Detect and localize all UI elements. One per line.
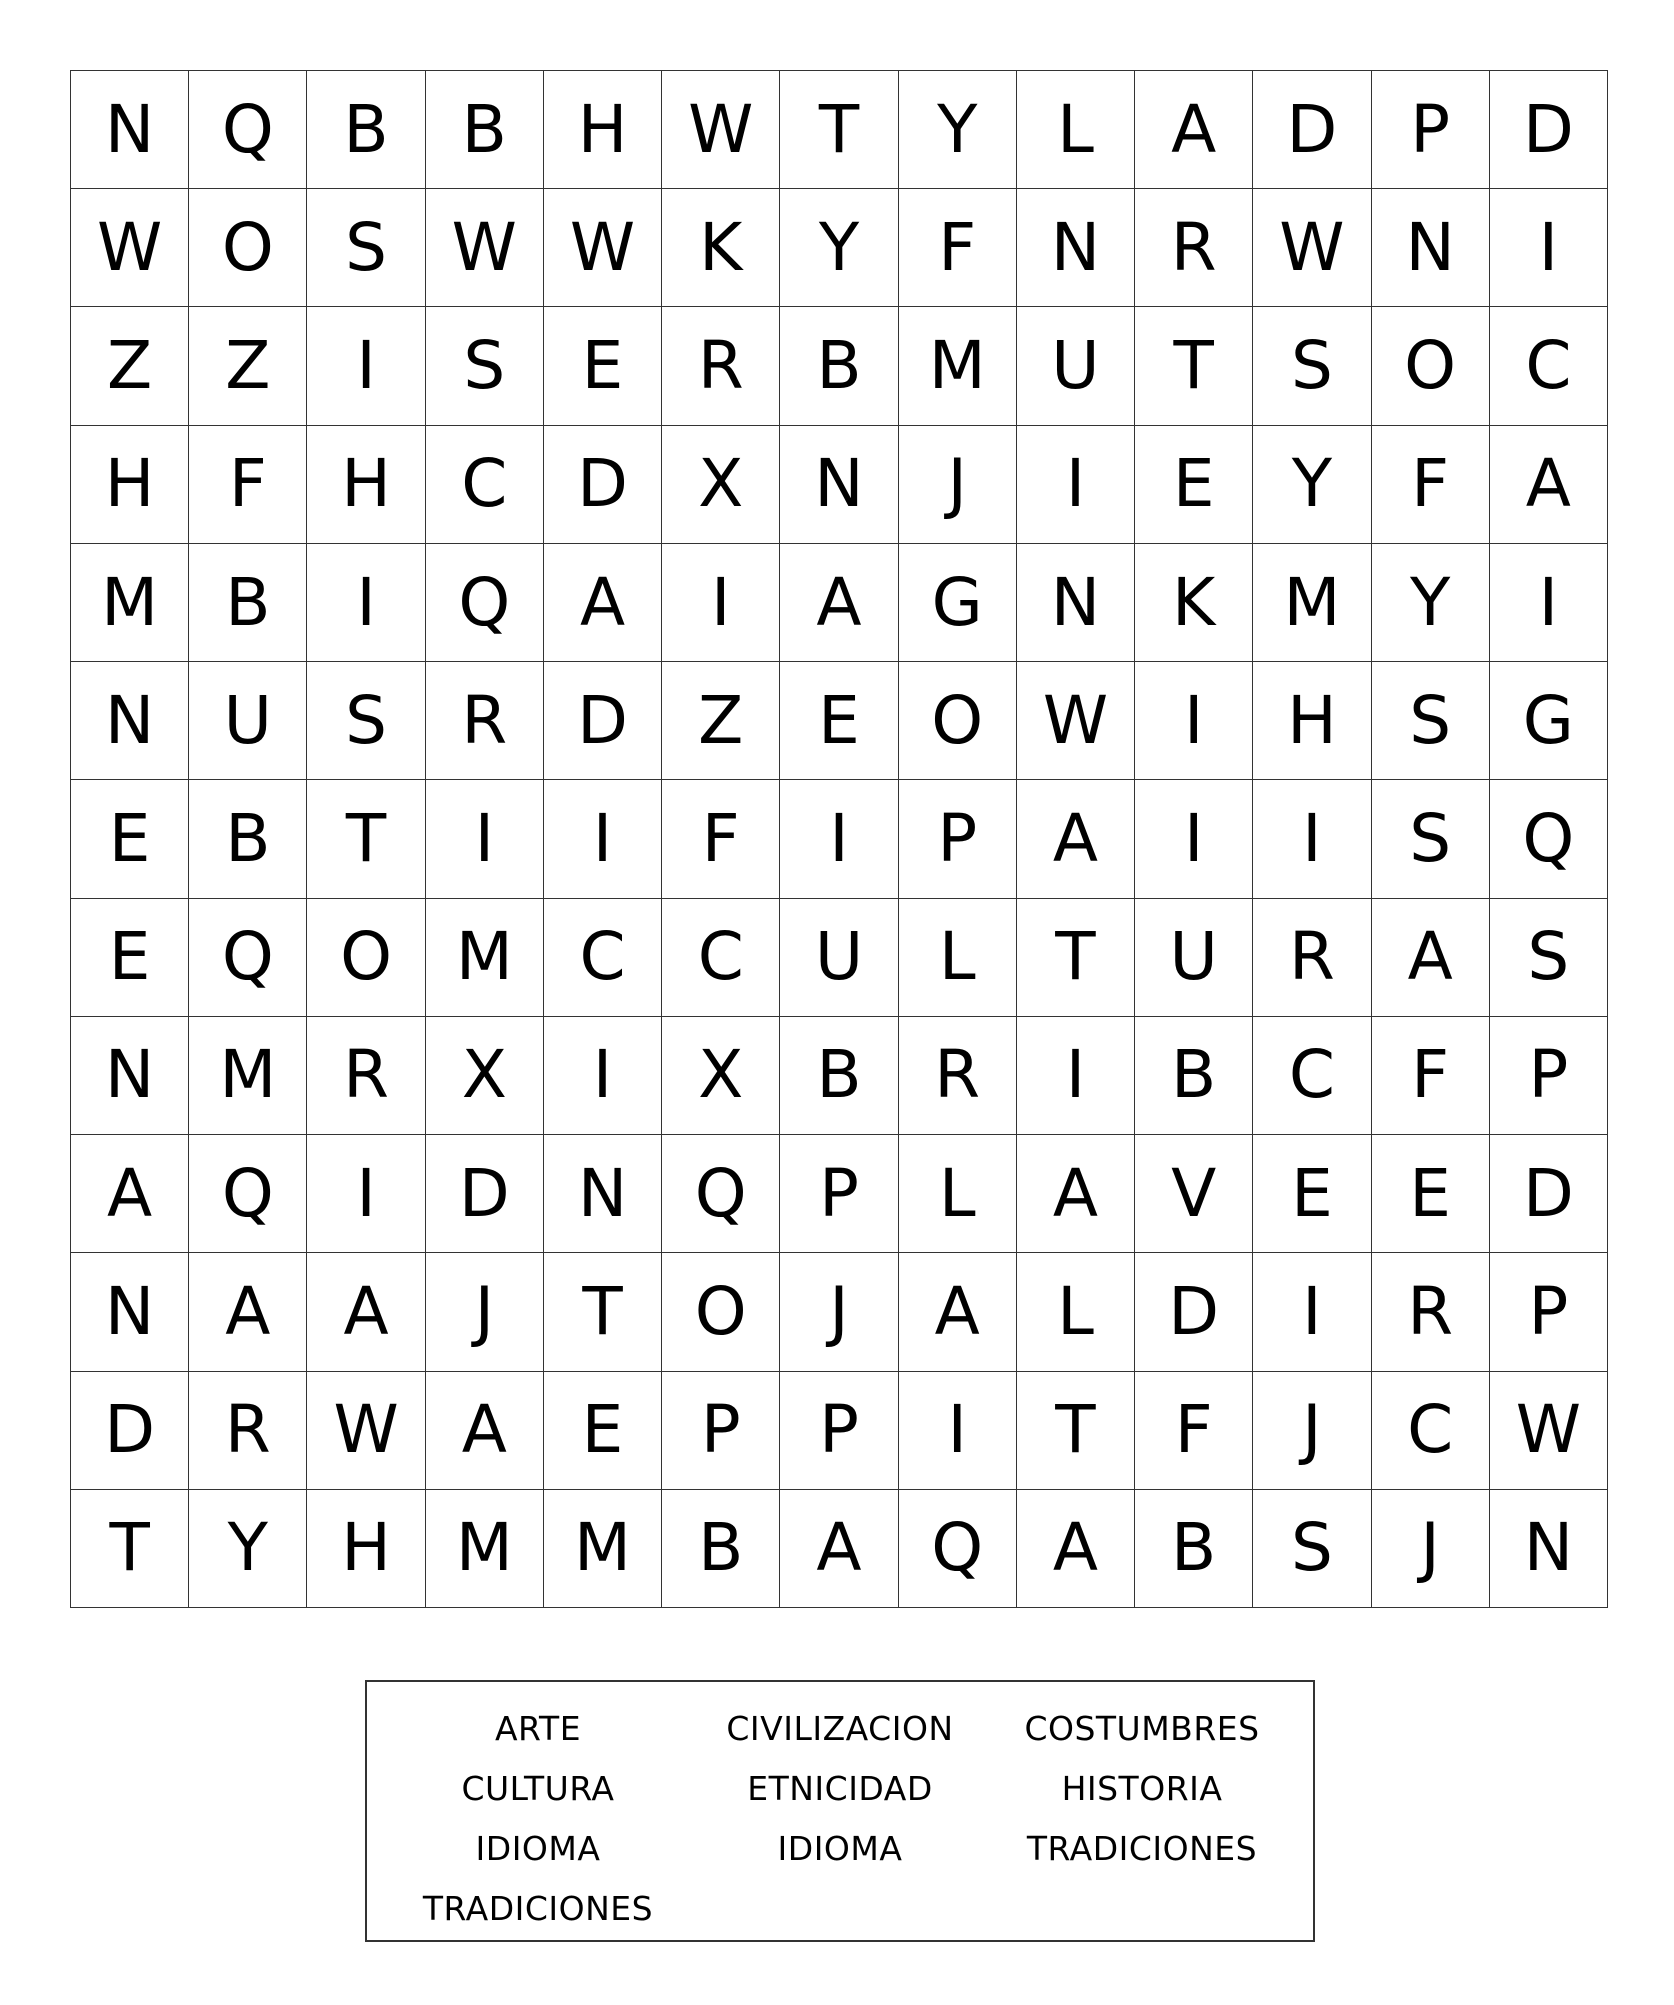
grid-cell[interactable]: T	[1135, 307, 1253, 425]
grid-cell[interactable]: A	[1017, 1135, 1135, 1253]
grid-cell[interactable]: W	[307, 1372, 425, 1490]
grid-cell[interactable]: N	[71, 1253, 189, 1371]
word-bank-item: CIVILIZACION	[726, 1708, 954, 1748]
grid-cell[interactable]: S	[426, 307, 544, 425]
grid-cell[interactable]: Z	[189, 307, 307, 425]
grid-cell[interactable]: N	[1017, 544, 1135, 662]
grid-cell[interactable]: A	[189, 1253, 307, 1371]
grid-cell[interactable]: W	[1490, 1372, 1608, 1490]
grid-cell[interactable]: E	[780, 662, 898, 780]
grid-cell[interactable]: P	[899, 780, 1017, 898]
grid-cell[interactable]: X	[662, 1017, 780, 1135]
grid-cell[interactable]: A	[426, 1372, 544, 1490]
grid-cell[interactable]: B	[1135, 1017, 1253, 1135]
grid-cell[interactable]: Y	[1253, 426, 1371, 544]
word-bank-item: CULTURA	[461, 1768, 615, 1808]
grid-cell[interactable]: A	[544, 544, 662, 662]
grid-cell[interactable]: T	[1017, 899, 1135, 1017]
word-bank-item: COSTUMBRES	[1024, 1708, 1260, 1748]
grid-cell[interactable]: C	[1372, 1372, 1490, 1490]
grid-cell[interactable]: T	[71, 1490, 189, 1608]
grid-cell[interactable]: C	[1253, 1017, 1371, 1135]
grid-cell[interactable]: I	[544, 1017, 662, 1135]
grid-cell[interactable]: H	[307, 1490, 425, 1608]
grid-cell[interactable]: Q	[189, 899, 307, 1017]
grid-cell[interactable]: T	[544, 1253, 662, 1371]
grid-cell[interactable]: S	[1490, 899, 1608, 1017]
grid-cell[interactable]: G	[1490, 662, 1608, 780]
grid-cell[interactable]: X	[426, 1017, 544, 1135]
grid-cell[interactable]: D	[1490, 1135, 1608, 1253]
grid-cell[interactable]: N	[71, 71, 189, 189]
grid-cell[interactable]: J	[899, 426, 1017, 544]
grid-cell[interactable]: M	[189, 1017, 307, 1135]
grid-cell[interactable]: D	[544, 662, 662, 780]
grid-cell[interactable]: E	[544, 1372, 662, 1490]
grid-cell[interactable]: A	[1372, 899, 1490, 1017]
grid-cell[interactable]: Y	[1372, 544, 1490, 662]
grid-cell[interactable]: P	[780, 1372, 898, 1490]
grid-cell[interactable]: P	[1490, 1017, 1608, 1135]
grid-cell[interactable]: Q	[899, 1490, 1017, 1608]
grid-cell[interactable]: S	[307, 662, 425, 780]
grid-cell[interactable]: A	[899, 1253, 1017, 1371]
grid-cell[interactable]: A	[1490, 426, 1608, 544]
grid-cell[interactable]: B	[426, 71, 544, 189]
grid-cell[interactable]: R	[189, 1372, 307, 1490]
word-bank-item: ARTE	[494, 1708, 582, 1748]
grid-cell[interactable]: A	[780, 544, 898, 662]
grid-cell[interactable]: N	[780, 426, 898, 544]
grid-cell[interactable]: M	[426, 899, 544, 1017]
grid-cell[interactable]: Z	[71, 307, 189, 425]
grid-cell[interactable]: B	[307, 71, 425, 189]
grid-cell[interactable]: S	[307, 189, 425, 307]
grid-cell[interactable]: I	[307, 1135, 425, 1253]
grid-cell[interactable]: G	[899, 544, 1017, 662]
grid-cell[interactable]: S	[1253, 307, 1371, 425]
grid-cell[interactable]: I	[899, 1372, 1017, 1490]
grid-cell[interactable]: S	[1253, 1490, 1371, 1608]
grid-cell[interactable]: P	[780, 1135, 898, 1253]
grid-cell[interactable]: C	[662, 899, 780, 1017]
grid-cell[interactable]: J	[1372, 1490, 1490, 1608]
grid-cell[interactable]: O	[307, 899, 425, 1017]
grid-cell[interactable]: S	[1372, 662, 1490, 780]
grid-cell[interactable]: Y	[780, 189, 898, 307]
grid-cell[interactable]: D	[1135, 1253, 1253, 1371]
grid-cell[interactable]: U	[189, 662, 307, 780]
grid-cell[interactable]: W	[1017, 662, 1135, 780]
grid-cell[interactable]: M	[1253, 544, 1371, 662]
grid-cell[interactable]: Z	[662, 662, 780, 780]
grid-cell[interactable]: I	[1253, 1253, 1371, 1371]
grid-cell[interactable]: B	[1135, 1490, 1253, 1608]
grid-cell[interactable]: R	[1253, 899, 1371, 1017]
grid-cell[interactable]: F	[662, 780, 780, 898]
grid-cell[interactable]: Q	[662, 1135, 780, 1253]
grid-cell[interactable]: W	[662, 71, 780, 189]
word-bank-item: TRADICIONES	[422, 1888, 654, 1928]
grid-cell[interactable]: P	[1490, 1253, 1608, 1371]
word-bank-item: IDIOMA	[475, 1828, 601, 1868]
grid-cell[interactable]: O	[1372, 307, 1490, 425]
grid-cell[interactable]: L	[899, 899, 1017, 1017]
grid-cell[interactable]: D	[426, 1135, 544, 1253]
grid-cell[interactable]: L	[1017, 71, 1135, 189]
grid-cell[interactable]: I	[426, 780, 544, 898]
grid-cell[interactable]: L	[1017, 1253, 1135, 1371]
grid-cell[interactable]: I	[662, 544, 780, 662]
word-bank-item: ETNICIDAD	[747, 1768, 933, 1808]
grid-cell[interactable]: I	[1253, 780, 1371, 898]
grid-cell[interactable]: N	[1490, 1490, 1608, 1608]
grid-cell[interactable]: W	[426, 189, 544, 307]
grid-cell[interactable]: P	[662, 1372, 780, 1490]
grid-cell[interactable]: D	[1490, 71, 1608, 189]
grid-cell[interactable]: B	[780, 307, 898, 425]
grid-cell[interactable]: M	[426, 1490, 544, 1608]
grid-cell[interactable]: A	[71, 1135, 189, 1253]
grid-cell[interactable]: T	[307, 780, 425, 898]
grid-cell[interactable]: Q	[426, 544, 544, 662]
grid-cell[interactable]: N	[1372, 189, 1490, 307]
grid-cell[interactable]: B	[662, 1490, 780, 1608]
grid-cell[interactable]: I	[780, 780, 898, 898]
grid-cell[interactable]: T	[780, 71, 898, 189]
grid-cell[interactable]: R	[662, 307, 780, 425]
grid-cell[interactable]: M	[544, 1490, 662, 1608]
grid-cell[interactable]: K	[1135, 544, 1253, 662]
grid-cell[interactable]: A	[1135, 71, 1253, 189]
grid-cell[interactable]: O	[662, 1253, 780, 1371]
grid-cell[interactable]: X	[662, 426, 780, 544]
word-bank	[365, 1680, 1315, 1942]
grid-cell[interactable]: R	[1372, 1253, 1490, 1371]
grid-cell[interactable]: I	[1017, 426, 1135, 544]
grid-cell[interactable]: I	[1490, 544, 1608, 662]
grid-cell[interactable]: J	[1253, 1372, 1371, 1490]
grid-cell[interactable]: H	[307, 426, 425, 544]
grid-cell[interactable]: K	[662, 189, 780, 307]
grid-cell[interactable]: E	[544, 307, 662, 425]
grid-cell[interactable]: N	[544, 1135, 662, 1253]
grid-cell[interactable]: Q	[189, 71, 307, 189]
grid-cell[interactable]: F	[1372, 426, 1490, 544]
grid-cell[interactable]: J	[426, 1253, 544, 1371]
grid-cell[interactable]: I	[1135, 662, 1253, 780]
grid-cell[interactable]: D	[71, 1372, 189, 1490]
grid-cell[interactable]: E	[1372, 1135, 1490, 1253]
grid-cell[interactable]: I	[307, 307, 425, 425]
grid-cell[interactable]: E	[71, 899, 189, 1017]
grid-cell[interactable]: Y	[899, 71, 1017, 189]
grid-cell[interactable]: H	[71, 426, 189, 544]
grid-cell[interactable]: O	[899, 662, 1017, 780]
grid-cell[interactable]: W	[544, 189, 662, 307]
grid-cell[interactable]: R	[426, 662, 544, 780]
word-bank-item: HISTORIA	[1061, 1768, 1223, 1808]
grid-cell[interactable]: A	[1017, 1490, 1135, 1608]
grid-cell[interactable]: C	[544, 899, 662, 1017]
grid-cell[interactable]: T	[1017, 1372, 1135, 1490]
grid-cell[interactable]: A	[780, 1490, 898, 1608]
grid-cell[interactable]: E	[1253, 1135, 1371, 1253]
grid-cell[interactable]: U	[1017, 307, 1135, 425]
grid-cell[interactable]: F	[1372, 1017, 1490, 1135]
grid-cell[interactable]: I	[1135, 780, 1253, 898]
grid-cell[interactable]: P	[1372, 71, 1490, 189]
letter-grid	[70, 70, 1608, 1608]
grid-cell[interactable]: C	[426, 426, 544, 544]
word-list	[387, 1698, 1293, 1938]
grid-cell[interactable]: E	[1135, 426, 1253, 544]
word-bank-item: IDIOMA	[777, 1828, 903, 1868]
grid-cell[interactable]: O	[189, 189, 307, 307]
grid-cell[interactable]: Y	[189, 1490, 307, 1608]
grid-cell[interactable]: F	[1135, 1372, 1253, 1490]
grid-cell[interactable]: J	[780, 1253, 898, 1371]
grid-cell[interactable]: Q	[1490, 780, 1608, 898]
grid-cell[interactable]: U	[1135, 899, 1253, 1017]
grid-cell[interactable]: M	[71, 544, 189, 662]
grid-cell[interactable]: I	[1490, 189, 1608, 307]
grid-cell[interactable]: M	[899, 307, 1017, 425]
grid-cell[interactable]: B	[189, 544, 307, 662]
grid-cell[interactable]: H	[1253, 662, 1371, 780]
grid-cell[interactable]: N	[71, 662, 189, 780]
grid-cell[interactable]: B	[189, 780, 307, 898]
grid-cell[interactable]: C	[1490, 307, 1608, 425]
grid-cell[interactable]: A	[1017, 780, 1135, 898]
grid-cell[interactable]: E	[71, 780, 189, 898]
grid-cell[interactable]: Q	[189, 1135, 307, 1253]
grid-cell[interactable]: F	[899, 189, 1017, 307]
grid-cell[interactable]: I	[307, 544, 425, 662]
grid-cell[interactable]: N	[1017, 189, 1135, 307]
grid-cell[interactable]: W	[71, 189, 189, 307]
grid-cell[interactable]: L	[899, 1135, 1017, 1253]
grid-cell[interactable]: R	[1135, 189, 1253, 307]
grid-cell[interactable]: N	[71, 1017, 189, 1135]
grid-cell[interactable]: R	[307, 1017, 425, 1135]
grid-cell[interactable]: F	[189, 426, 307, 544]
word-bank-item: TRADICIONES	[1026, 1828, 1258, 1868]
grid-cell[interactable]: V	[1135, 1135, 1253, 1253]
grid-cell[interactable]: H	[544, 71, 662, 189]
grid-cell[interactable]: I	[1017, 1017, 1135, 1135]
grid-cell[interactable]: I	[544, 780, 662, 898]
grid-cell[interactable]: D	[544, 426, 662, 544]
grid-cell[interactable]: U	[780, 899, 898, 1017]
grid-cell[interactable]: D	[1253, 71, 1371, 189]
grid-cell[interactable]: S	[1372, 780, 1490, 898]
grid-cell[interactable]: B	[780, 1017, 898, 1135]
grid-cell[interactable]: R	[899, 1017, 1017, 1135]
grid-cell[interactable]: A	[307, 1253, 425, 1371]
grid-cell[interactable]: W	[1253, 189, 1371, 307]
